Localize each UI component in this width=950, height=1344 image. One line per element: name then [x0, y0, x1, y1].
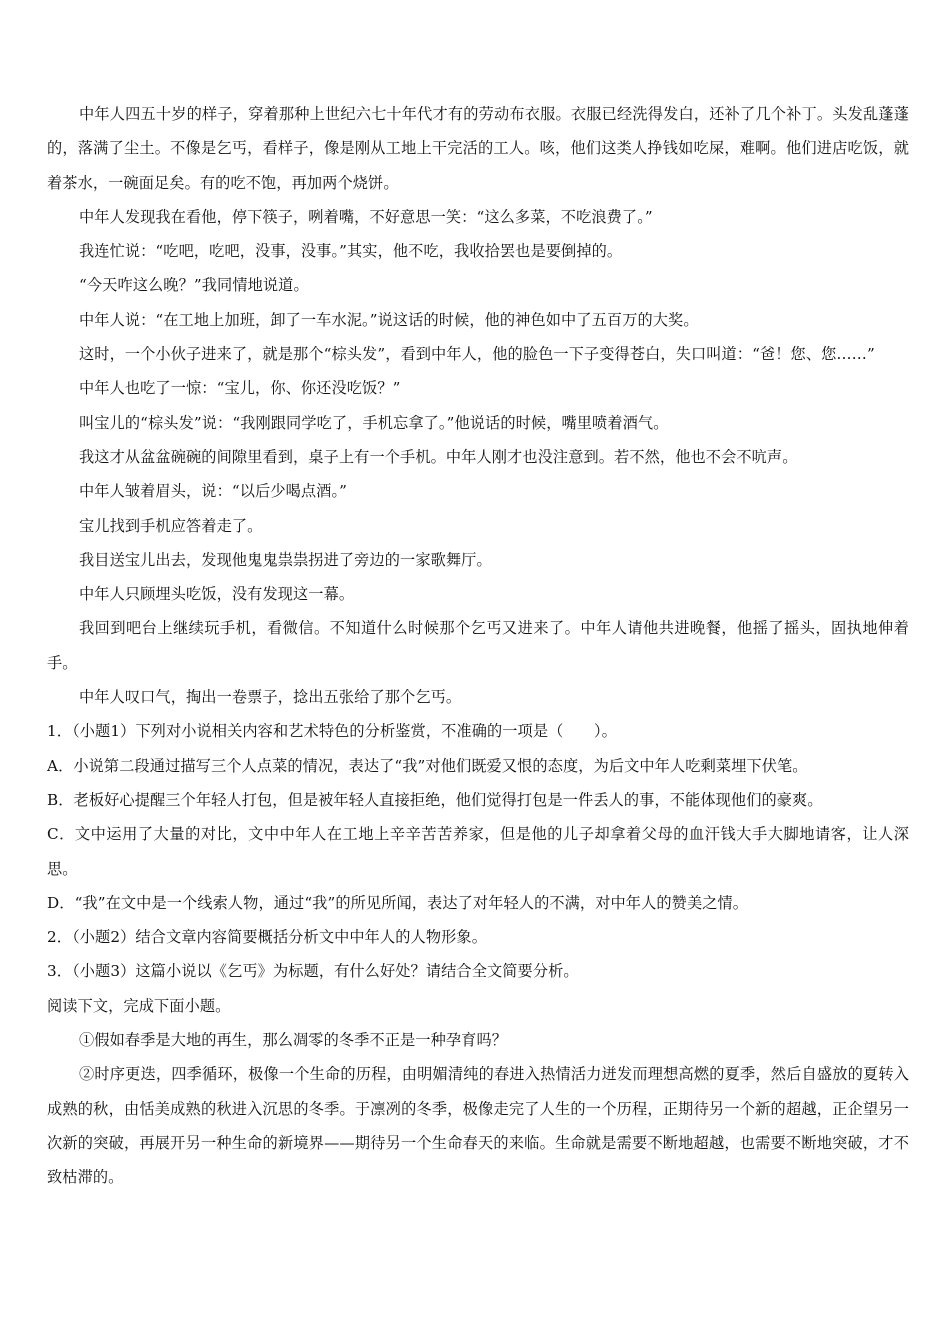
- paragraph-14: 我回到吧台上继续玩手机，看微信。不知道什么时候那个乞丐又进来了。中年人请他共进晚餐，他摇了摇头，固执地伸着手。: [47, 619, 909, 672]
- paragraph-3: 我连忙说：“吃吧，吃吧，没事，没事。”其实，他不吃，我收拾罢也是要倒掉的。: [79, 242, 623, 261]
- paragraph-10: 中年人皱着眉头，说：“以后少喝点酒。”: [79, 482, 348, 501]
- document-body: [47, 97, 909, 1195]
- paragraph-5: 中年人说：“在工地上加班，卸了一车水泥。”说这话的时候，他的神色如中了五百万的大奖。: [79, 310, 699, 329]
- paragraph-9: 我这才从盆盆碗碗的间隙里看到，桌子上有一个手机。中年人刚才也没注意到。若不然，他也不会不吭声。: [79, 447, 798, 466]
- paragraph-13: 中年人只顾埋头吃饭，没有发现这一幕。: [79, 585, 355, 604]
- option-b: B．老板好心提醒三个年轻人打包，但是被年轻人直接拒绝，他们觉得打包是一件丢人的事，不能体现他们的豪爽。: [47, 790, 823, 809]
- paragraph-15: 中年人叹口气，掏出一卷票子，捻出五张给了那个乞丐。: [79, 688, 462, 707]
- paragraph-1: 中年人四五十岁的样子，穿着那种上世纪六七十年代才有的劳动布衣服。衣服已经洗得发白，还补了几个补丁。头发乱蓬蓬的，落满了尘土。不像是乞丐，看样子，像是刚从工地上干完活的工人。咳，他们这类人挣钱如吃屎，难啊。他们进店吃饭，就着茶水，一碗面足矣。有的吃不饱，再加两个烧饼。: [47, 105, 909, 192]
- option-d: D．“我”在文中是一个线索人物，通过“我”的所见所闻，表达了对年轻人的不满，对中年人的赞美之情。: [47, 893, 749, 912]
- question-2: 2．（小题2）结合文章内容简要概括分析文中中年人的人物形象。: [47, 928, 487, 947]
- question-3: 3．（小题3）这篇小说以《乞丐》为标题，有什么好处？请结合全文简要分析。: [47, 962, 579, 981]
- paragraph-7: 中年人也吃了一惊：“宝儿，你、你还没吃饭？”: [79, 379, 401, 398]
- paragraph-11: 宝儿找到手机应答着走了。: [79, 516, 263, 535]
- passage-paragraph-1: ①假如春季是大地的再生，那么凋零的冬季不正是一种孕育吗？: [79, 1031, 508, 1050]
- option-a: A．小说第二段通过描写三个人点菜的情况，表达了“我”对他们既爱又恨的态度，为后文中年人吃剩菜埋下伏笔。: [47, 756, 808, 775]
- paragraph-6: 这时，一个小伙子进来了，就是那个“棕头发”，看到中年人，他的脸色一下子变得苍白，失口叫道：“爸！您、您……”: [79, 345, 875, 364]
- paragraph-12: 我目送宝儿出去，发现他鬼鬼祟祟拐进了旁边的一家歌舞厅。: [79, 550, 492, 569]
- option-c: C．文中运用了大量的对比，文中中年人在工地上辛辛苦苦养家，但是他的儿子却拿着父母的血汗钱大手大脚地请客，让人深思。: [47, 825, 909, 878]
- question-1: 1．（小题1）下列对小说相关内容和艺术特色的分析鉴赏，不准确的一项是（ ）。: [47, 722, 617, 741]
- reading-instruction: 阅读下文，完成下面小题。: [47, 996, 231, 1015]
- passage-paragraph-2: ②时序更迭，四季循环，极像一个生命的历程，由明媚清纯的春进入热情活力迸发而理想高燃的夏季，然后自盛放的夏转入成熟的秋，由恬美成熟的秋进入沉思的冬季。于凛冽的冬季，极像走完了人生的一个历程，正期待另一个新的超越，正企望另一次新的突破，再展开另一种生命的新境界——期待另一个生命春天的来临。生命就是需要不断地超越，也需要不断地突破，才不致枯滞的。: [47, 1065, 909, 1187]
- paragraph-8: 叫宝儿的“棕头发”说：“我刚跟同学吃了，手机忘拿了。”他说话的时候，嘴里喷着酒气。: [79, 413, 669, 432]
- paragraph-2: 中年人发现我在看他，停下筷子，咧着嘴，不好意思一笑：“这么多菜，不吃浪费了。”: [79, 207, 653, 226]
- paragraph-4: “今天咋这么晚？”我同情地说道。: [79, 276, 309, 295]
